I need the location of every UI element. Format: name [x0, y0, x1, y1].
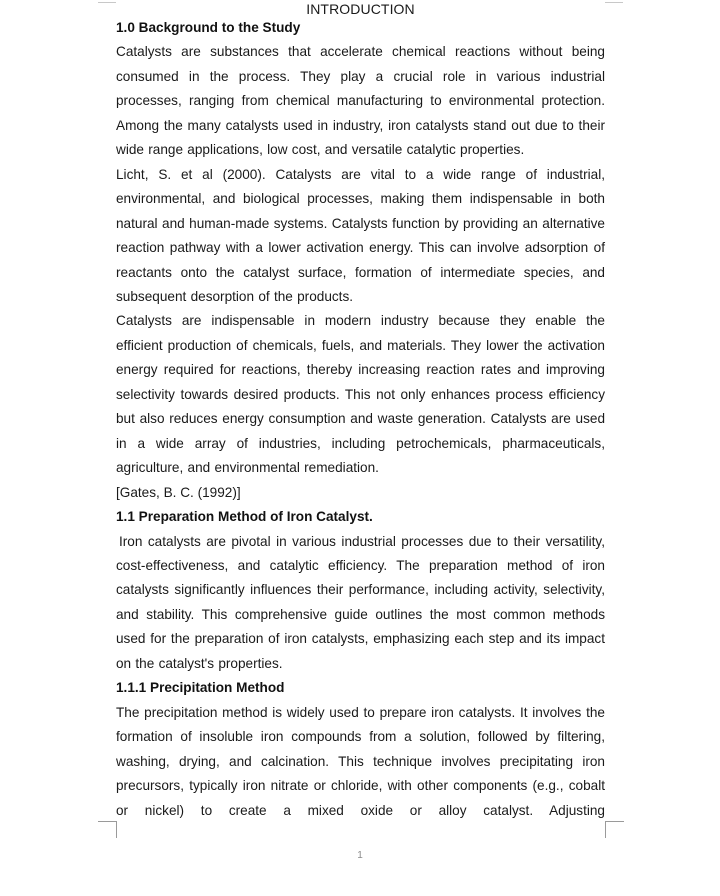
paragraph-background-2: Licht, S. et al (2000). Catalysts are vital to a wide range of industrial, environmental, and biological processes, making them indispensable in both natural and human-made systems. Catalysts function by providing an alternative reaction pathway with a lower activation energy. This can involve adsorption of reactants onto the catalyst surface, formation of intermediate species, and subsequent desorption of the products.: [116, 166, 605, 304]
section-heading-background: 1.0 Background to the Study: [116, 20, 301, 35]
paragraph-background-1: Catalysts are substances that accelerate chemical reactions without being consumed in the process. They play a crucial role in various industrial processes, ranging from chemical manufacturing to environmental protection. Among the many catalysts used in industry, iron catalysts stand out due to their wide range applications, low cost, and versatile catalytic properties.: [116, 44, 605, 158]
paragraph-preparation: Iron catalysts are pivotal in various industrial processes due to their versatility, cost-effectiveness, and catalytic efficiency. The preparation method of iron catalysts significantly influences their performance, including activity, selectivity, and stability. This comprehensive guide outlines the most common methods used for the preparation of iron catalysts, emphasizing each step and its impact on the catalyst's properties.: [116, 533, 605, 671]
page-content: [116, 0, 605, 823]
citation-gates: [Gates, B. C. (1992)]: [116, 484, 241, 500]
document-title: INTRODUCTION: [306, 1, 415, 17]
top-crop-mark-left: [98, 0, 116, 3]
top-crop-mark-right: [605, 0, 623, 3]
page-number: 1: [357, 850, 363, 861]
bottom-crop-mark-left: [98, 821, 117, 838]
section-heading-preparation: 1.1 Preparation Method of Iron Catalyst.: [116, 509, 373, 525]
bottom-crop-mark-right: [605, 821, 624, 838]
section-heading-precipitation: 1.1.1 Precipitation Method: [116, 680, 285, 696]
paragraph-background-3: Catalysts are indispensable in modern industry because they enable the efficient production of chemicals, fuels, and materials. They lower the activation energy required for reactions, thereby increasing reaction rates and improving selectivity towards desired products. This not only enhances process efficiency but also reduces energy consumption and waste generation. Catalysts are used in a wide array of industries, including petrochemicals, pharmaceuticals, agriculture, and environmental remediation.: [116, 313, 605, 476]
paragraph-precipitation: The precipitation method is widely used to prepare iron catalysts. It involves the formation of insoluble iron compounds from a solution, followed by filtering, washing, drying, and calcination. This technique involves precipitating iron precursors, typically iron nitrate or chloride, with other components (e.g., cobalt or nickel) to create a mixed oxide or alloy catalyst. Adjusting: [116, 704, 605, 818]
